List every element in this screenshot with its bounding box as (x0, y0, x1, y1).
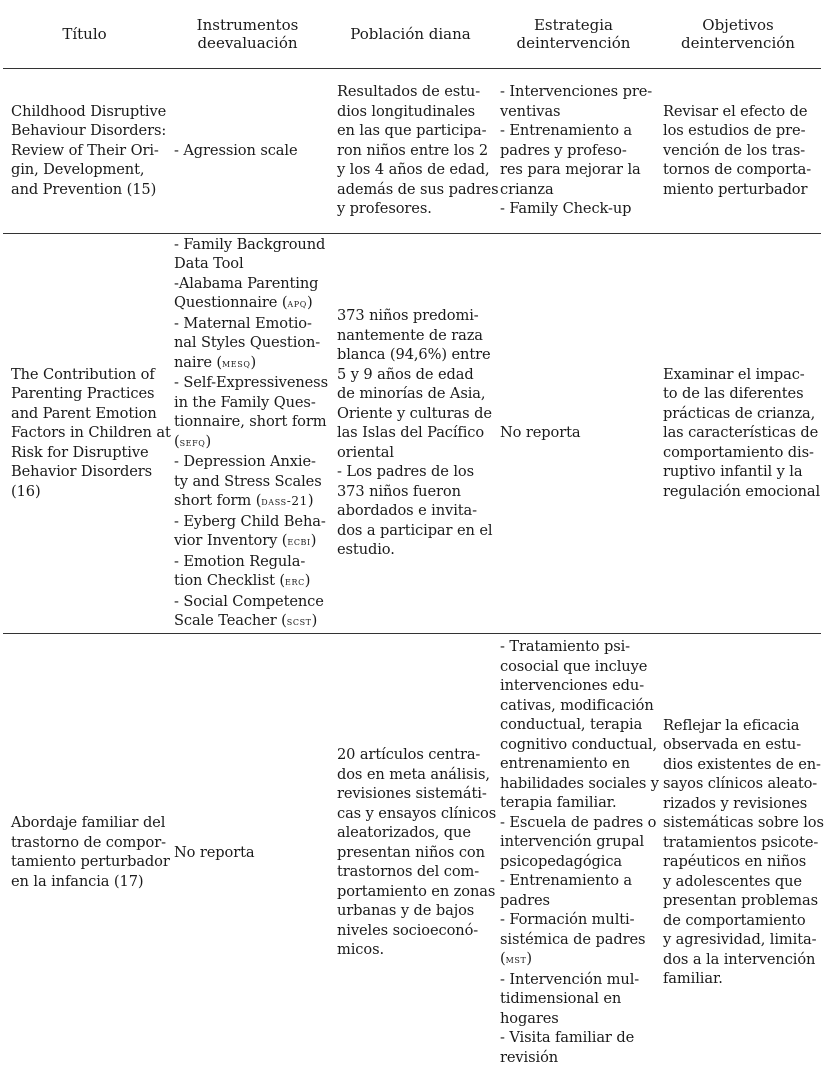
cell-line: Reflejar la eficacia (663, 716, 800, 734)
cell-line: regulación emocional (663, 482, 821, 500)
cell-line: intervención (699, 33, 795, 52)
cell-line: short form (dass-21) (174, 492, 314, 509)
cell-line: 20 artículos centra- (337, 746, 481, 763)
cell-line: abordados e invita- (337, 502, 477, 520)
cell-line: Población diana (350, 24, 471, 43)
cell-line: Parenting Practices (11, 385, 155, 403)
cell-titulo (3, 233, 171, 633)
cell-estrategia (492, 633, 659, 1071)
cell-line: evaluación (215, 33, 298, 52)
cell-line: tornos de comporta- (663, 161, 812, 179)
cell-line: Revisar el efecto de (663, 102, 808, 120)
cell-line: 373 niños fueron (337, 482, 461, 500)
cell-line: - Self-Expressiveness (174, 374, 328, 391)
cell-line: tamiento perturbador (11, 853, 170, 871)
cell-line: to de las diferentes (663, 385, 804, 403)
table-row (3, 68, 821, 233)
header-instrumentos (166, 0, 329, 68)
cell-line: crianza (500, 180, 554, 198)
cell-line: aleatorizados, que (337, 824, 471, 841)
cell-instrumentos (166, 68, 329, 233)
cell-line: de comportamiento (663, 911, 806, 929)
cell-line: gin, Development, (11, 161, 145, 179)
cell-line: entrenamiento en (500, 755, 630, 773)
cell-line: No reporta (500, 424, 581, 442)
cell-line: nantemente de raza (337, 326, 483, 344)
cell-line: Scale Teacher (scst) (174, 612, 318, 629)
cell-line: Factors in Children at (11, 424, 171, 442)
cell-line: los estudios de pre- (663, 122, 806, 140)
cell-instrumentos (166, 233, 329, 633)
header-row (3, 0, 821, 68)
cell-line: res para mejorar la (500, 161, 641, 179)
cell-line: Behaviour Disorders: (11, 122, 167, 140)
cell-line: en las que participa- (337, 122, 487, 140)
cell-line: Review of Their Ori- (11, 141, 159, 159)
cell-line: sistémica de padres (500, 930, 646, 948)
cell-line: revisión (500, 1048, 559, 1066)
cell-line: and Parent Emotion (11, 404, 157, 422)
cell-line: - Entrenamiento a (500, 872, 633, 890)
cell-line: Estrategia de (516, 15, 614, 52)
cell-line: en la infancia (17) (11, 872, 144, 890)
cell-line: 5 y 9 años de edad (337, 365, 474, 383)
cell-objetivos (655, 68, 821, 233)
cell-line: 373 niños predomi- (337, 307, 479, 325)
cell-line: Oriente y culturas de (337, 404, 492, 422)
cell-line: - Agression scale (174, 141, 298, 159)
cell-line: - Intervención mul- (500, 970, 640, 988)
cell-line: blanca (94,6%) entre (337, 346, 491, 364)
cell-line: dos a la intervención (663, 950, 816, 968)
cell-line: niveles socioeconó- (337, 921, 479, 939)
acronym: sefq (179, 434, 206, 449)
cell-line: (16) (11, 482, 41, 500)
cell-estrategia (492, 68, 655, 233)
table-row (3, 633, 821, 1071)
cell-line: habilidades sociales y (500, 774, 659, 792)
cell-line: ventivas (500, 102, 561, 120)
cell-line: dios existentes de en- (663, 755, 821, 773)
cell-line: cosocial que incluye (500, 657, 648, 675)
cell-line: las características de (663, 424, 819, 442)
header-poblacion (329, 0, 492, 68)
cell-line: las Islas del Pacífico (337, 424, 485, 442)
header-estrategia (492, 0, 655, 68)
cell-line: - Entrenamiento a (500, 122, 633, 140)
cell-line: rizados y revisiones (663, 794, 808, 812)
cell-line: tratamientos psicote- (663, 833, 819, 851)
acronym: mst (505, 952, 527, 967)
cell-line: comportamiento dis- (663, 443, 814, 461)
cell-instrumentos (166, 633, 329, 1071)
cell-line: dos a participar en el (337, 521, 493, 539)
cell-titulo (3, 68, 166, 233)
cell-line: - Family Background (174, 235, 326, 253)
cell-line: - Los padres de los (337, 463, 474, 481)
cell-poblacion (329, 233, 492, 633)
cell-line: (mst) (500, 950, 532, 968)
cell-line: trastornos del com- (337, 863, 480, 880)
cell-line: intervenciones edu- (500, 677, 645, 695)
cell-line: sistemáticas sobre los (663, 814, 824, 832)
cell-line: tion Checklist (erc) (174, 572, 311, 589)
cell-line: oriental (337, 443, 394, 461)
cell-line: Examinar el impac- (663, 365, 805, 383)
cell-poblacion (329, 633, 497, 1071)
cell-line: sayos clínicos aleato- (663, 775, 818, 793)
cell-line: intervención (535, 33, 631, 52)
cell-line: y profesores. (337, 200, 432, 218)
cell-line: intervención grupal (500, 833, 645, 851)
cell-line: - Family Check-up (500, 200, 632, 218)
acronym: scst (286, 614, 312, 628)
cell-line: - Depression Anxie- (174, 453, 316, 470)
cell-estrategia (492, 233, 655, 633)
cell-line: - Formación multi- (500, 911, 635, 929)
cell-line: Instrumentos de (196, 15, 299, 52)
cell-line: además de sus padres (337, 180, 499, 198)
cell-line: portamiento en zonas (337, 882, 496, 900)
cell-line: conductual, terapia (500, 716, 643, 734)
acronym: apq (287, 296, 307, 310)
cell-line: cognitivo conductual, (500, 735, 658, 753)
cell-line: de minorías de Asia, (337, 385, 486, 403)
header-titulo (3, 0, 166, 68)
cell-line: vención de los tras- (663, 141, 806, 159)
acronym: ecbi (287, 534, 311, 548)
cell-line: familiar. (663, 970, 723, 988)
cell-line: Questionnaire (apq) (174, 294, 313, 311)
acronym: erc (285, 574, 305, 588)
cell-line: terapia familiar. (500, 794, 617, 812)
cell-line: - Tratamiento psi- (500, 638, 631, 656)
cell-line: ruptivo infantil y la (663, 463, 803, 481)
cell-line: cas y ensayos clínicos (337, 804, 497, 822)
cell-line: dos en meta análisis, (337, 765, 490, 783)
cell-line: padres y profeso- (500, 141, 627, 159)
cell-line: The Contribution of (11, 365, 155, 383)
cell-line: trastorno de compor- (11, 833, 166, 851)
header-objetivos (655, 0, 821, 68)
cell-line: Behavior Disorders (11, 463, 153, 481)
cell-line: hogares (500, 1009, 559, 1027)
cell-objetivos (655, 633, 824, 1071)
cell-line: and Prevention (15) (11, 180, 157, 198)
cell-line: cativas, modificación (500, 696, 654, 714)
cell-line: Título (62, 24, 107, 43)
cell-line: urbanas y de bajos (337, 902, 475, 919)
cell-line: Data Tool (174, 255, 244, 272)
cell-line: - Visita familiar de (500, 1029, 635, 1047)
cell-line: nal Styles Question- (174, 334, 321, 351)
cell-line: y adolescentes que (663, 872, 802, 890)
cell-line: prácticas de crianza, (663, 404, 816, 422)
cell-line: presentan problemas (663, 892, 818, 910)
cell-line: rapéuticos en niños (663, 853, 807, 871)
cell-line: ron niños entre los 2 (337, 141, 489, 159)
cell-line: (sefq) (174, 432, 212, 450)
cell-line: y agresividad, limita- (663, 931, 817, 949)
cell-line: revisiones sistemáti- (337, 785, 487, 802)
cell-line: Objetivos de (681, 15, 774, 52)
acronym: mesq (222, 355, 251, 370)
cell-line: in the Family Ques- (174, 393, 316, 411)
studies-table (3, 0, 824, 1071)
acronym: dass-21 (261, 494, 308, 508)
cell-line: Childhood Disruptive (11, 102, 167, 120)
cell-line: Risk for Disruptive (11, 443, 149, 461)
cell-line: micos. (337, 941, 384, 958)
cell-line: - Emotion Regula- (174, 552, 306, 570)
cell-poblacion (329, 68, 499, 233)
cell-line: - Maternal Emotio- (174, 314, 312, 332)
cell-line: No reporta (174, 843, 255, 861)
table-row (3, 233, 821, 633)
cell-line: tionnaire, short form (174, 413, 327, 430)
cell-objetivos (655, 233, 821, 633)
cell-line: naire (mesq) (174, 353, 257, 371)
cell-line: dios longitudinales (337, 102, 476, 120)
cell-line: presentan niños con (337, 843, 485, 861)
cell-line: psicopedagógica (500, 852, 622, 870)
cell-line: observada en estu- (663, 736, 802, 754)
cell-line: y los 4 años de edad, (337, 161, 490, 179)
cell-line: vior Inventory (ecbi) (174, 532, 317, 549)
cell-line: padres (500, 891, 550, 909)
cell-line: - Social Competence (174, 592, 324, 610)
cell-line: - Eyberg Child Beha- (174, 512, 326, 530)
cell-line: - Escuela de padres o (500, 813, 657, 831)
cell-line: estudio. (337, 541, 395, 559)
cell-line: Resultados de estu- (337, 83, 481, 101)
cell-line: tidimensional en (500, 990, 622, 1008)
cell-line: Abordaje familiar del (11, 814, 166, 832)
cell-line: -Alabama Parenting (174, 274, 319, 292)
cell-titulo (3, 633, 170, 1071)
cell-line: ty and Stress Scales (174, 472, 322, 490)
cell-line: miento perturbador (663, 180, 808, 198)
cell-line: - Intervenciones pre- (500, 83, 653, 101)
